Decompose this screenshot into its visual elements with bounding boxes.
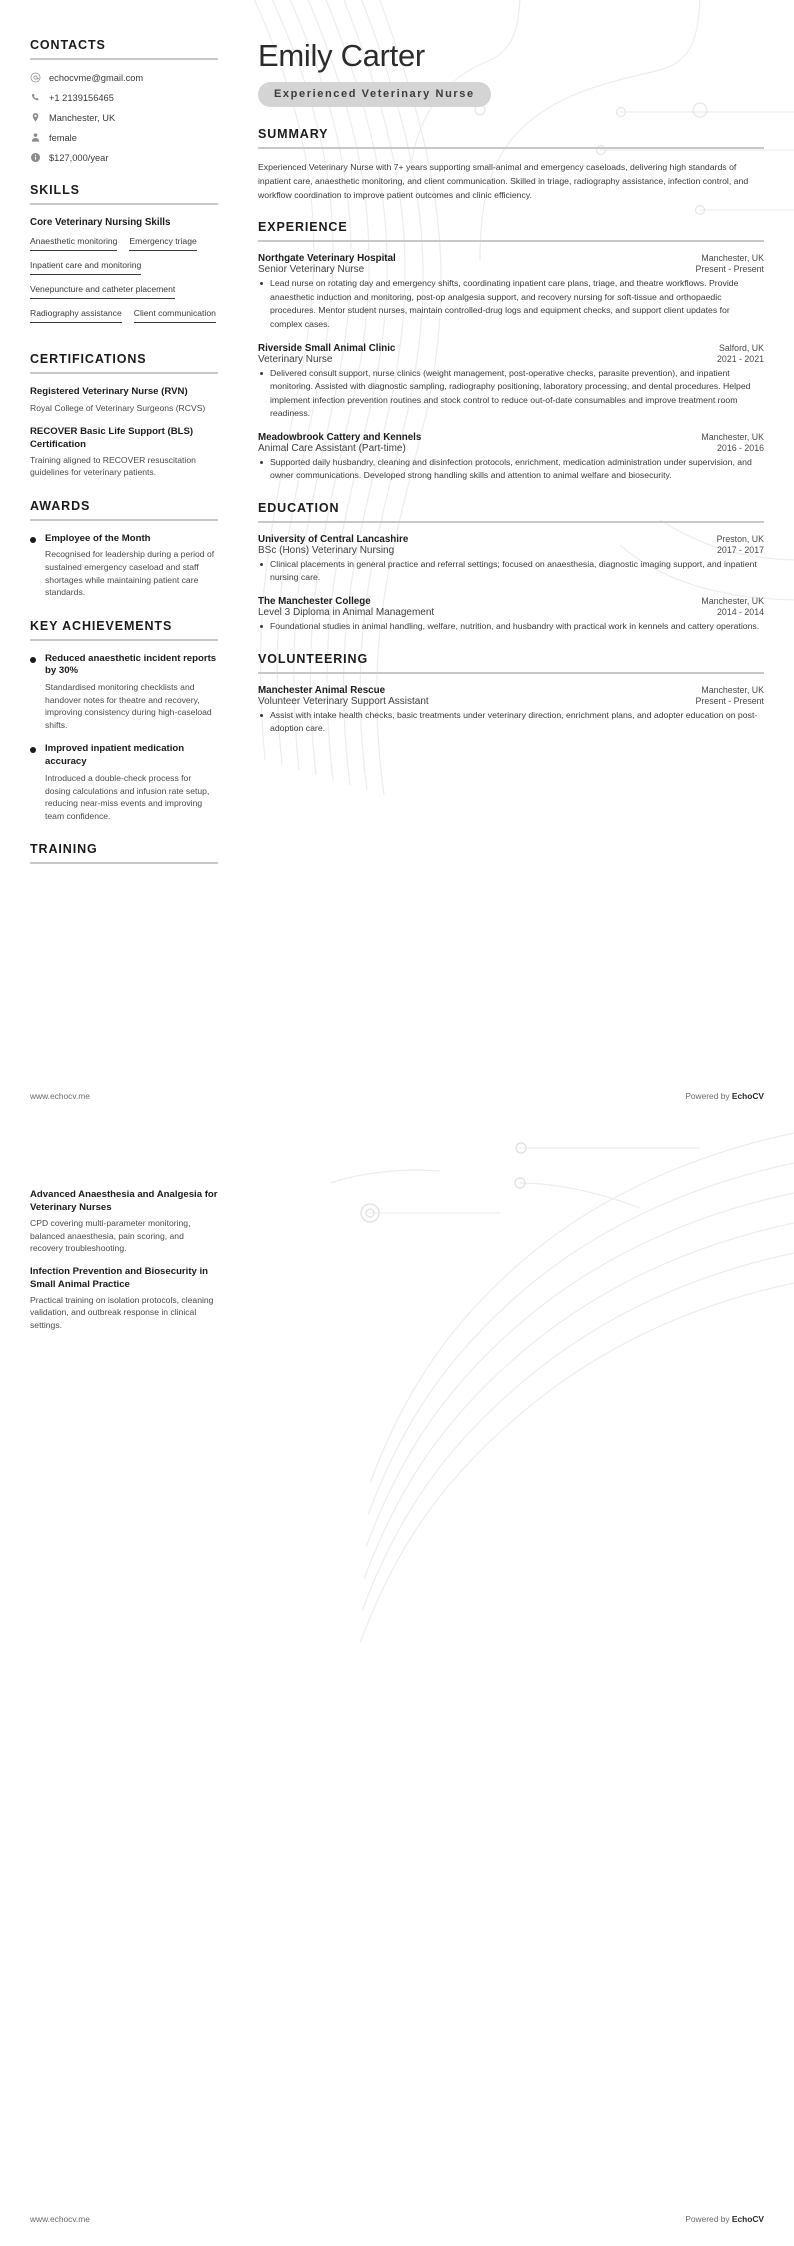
- bullet-dot-icon: [30, 537, 36, 543]
- skills-group-title: Core Veterinary Nursing Skills: [30, 217, 171, 228]
- email-icon: [30, 72, 41, 83]
- bullet-item: Clinical placements in general practice and referral settings; focused on anaesthesia, diagnostic imaging support, and inpatient nursing care.: [258, 558, 764, 585]
- skill-chip: Emergency triage: [129, 236, 196, 251]
- experience-bullets: [258, 367, 764, 421]
- volunteering-location: Manchester, UK: [701, 684, 764, 695]
- education-organization: University of Central Lancashire: [258, 533, 409, 545]
- education-location: Preston, UK: [716, 533, 764, 544]
- education-bullets: [258, 620, 764, 634]
- experience-dates: Present - Present: [695, 264, 764, 275]
- section-divider: [30, 58, 218, 60]
- contact-gender-value: female: [49, 132, 77, 143]
- experience-dates: 2021 - 2021: [717, 353, 764, 364]
- certification-subtitle: Royal College of Veterinary Surgeons (RCVS): [30, 402, 206, 413]
- section-divider: [30, 203, 218, 205]
- training-subtitle: Practical training on isolation protocols, cleaning validation, and outbreak response in clinical settings.: [30, 1295, 214, 1330]
- experience-heading: EXPERIENCE: [258, 220, 348, 235]
- skill-chip: Anaesthetic monitoring: [30, 236, 117, 251]
- contact-location-value: Manchester, UK: [49, 112, 116, 123]
- skills-list: [30, 236, 218, 332]
- bullet-item: Supported daily husbandry, cleaning and disinfection protocols, enrichment, medication administration under supervision, and owner communications. Developed strong handling skills and attention to animal welfare and biosecurity.: [258, 456, 764, 483]
- training-subtitle: CPD covering multi-parameter monitoring, balanced anaesthesia, pain scoring, and recovery troubleshooting.: [30, 1218, 191, 1253]
- person-icon: [30, 132, 41, 143]
- page-footer: [30, 2214, 764, 2224]
- page-footer: [30, 1091, 764, 1101]
- certification-entry: [30, 426, 218, 479]
- volunteering-role: Volunteer Veterinary Support Assistant: [258, 695, 429, 707]
- education-location: Manchester, UK: [701, 596, 764, 607]
- certifications-section: [30, 352, 218, 479]
- bullet-dot-icon: [30, 747, 36, 753]
- section-divider: [258, 521, 764, 523]
- experience-location: Manchester, UK: [701, 431, 764, 442]
- sidebar-continued: [30, 1161, 236, 2246]
- achievement-description: Introduced a double-check process for dosing calculations and infusion rate setup, reducing near-miss events and improving team confidence.: [45, 773, 210, 821]
- section-divider: [30, 862, 218, 864]
- job-title-badge: Experienced Veterinary Nurse: [258, 82, 491, 107]
- section-divider: [258, 672, 764, 674]
- awards-heading: AWARDS: [30, 498, 91, 513]
- footer-powered-by: [685, 2214, 764, 2224]
- info-circle-icon: [30, 152, 41, 163]
- contacts-heading: CONTACTS: [30, 38, 106, 52]
- education-entry: [258, 534, 764, 585]
- education-entry: [258, 596, 764, 634]
- achievement-item: [30, 653, 218, 732]
- experience-organization: Riverside Small Animal Clinic: [258, 342, 396, 354]
- volunteering-entry: [258, 685, 764, 736]
- sidebar: [30, 38, 236, 1123]
- education-dates: 2017 - 2017: [717, 544, 764, 555]
- contact-phone[interactable]: [30, 92, 218, 103]
- skills-heading: SKILLS: [30, 183, 80, 197]
- footer-site-url[interactable]: www.echocv.me: [30, 1091, 90, 1101]
- footer-powered-prefix: Powered by: [685, 2214, 732, 2224]
- bullet-item: Lead nurse on rotating day and emergency shifts, coordinating inpatient care plans, triage, and theatre workflows. Provide anaesthetic induction and monitoring, post-op analgesia support, and recovery nursing for soft-tissue and orthopaedic procedures. Mentor student nurses, maintain controlled-drug logs and equipment checks, and support client updates for complex cases.: [258, 277, 764, 331]
- training-title: Infection Prevention and Biosecurity in Small Animal Practice: [30, 1265, 209, 1290]
- training-section: [30, 1189, 218, 1331]
- achievement-description: Standardised monitoring checklists and handover notes for theatre and recovery, improving consistency during high-caseload shifts.: [45, 682, 212, 730]
- section-divider: [30, 639, 218, 641]
- certification-subtitle: Training aligned to RECOVER resuscitation guidelines for veterinary patients.: [30, 455, 196, 478]
- achievement-title: Improved inpatient medication accuracy: [45, 743, 185, 768]
- cv-page-2: [0, 1123, 794, 2246]
- education-degree: BSc (Hons) Veterinary Nursing: [258, 544, 395, 556]
- education-bullets: [258, 558, 764, 585]
- experience-role: Senior Veterinary Nurse: [258, 264, 365, 276]
- bullet-item: Assist with intake health checks, basic treatments under veterinary direction, enrichment plans, and adopter education on post-adoption care.: [258, 709, 764, 736]
- summary-section: [258, 127, 764, 202]
- volunteering-heading: VOLUNTEERING: [258, 651, 369, 666]
- section-divider: [258, 147, 764, 149]
- footer-site-url[interactable]: www.echocv.me: [30, 2214, 90, 2224]
- achievement-title: Reduced anaesthetic incident reports by 30%: [45, 652, 217, 677]
- contact-email-value: echocvme@gmail.com: [49, 72, 144, 83]
- location-pin-icon: [30, 112, 41, 123]
- key-achievements-heading: KEY ACHIEVEMENTS: [30, 618, 173, 633]
- certification-title: Registered Veterinary Nurse (RVN): [30, 386, 188, 397]
- award-title: Employee of the Month: [45, 532, 151, 544]
- training-entry: [30, 1189, 218, 1254]
- certification-title: RECOVER Basic Life Support (BLS) Certification: [30, 425, 194, 450]
- experience-bullets: [258, 277, 764, 331]
- experience-entry: [258, 343, 764, 421]
- training-section-heading-page-1: [30, 842, 218, 864]
- education-section: [258, 501, 764, 634]
- volunteering-bullets: [258, 709, 764, 736]
- key-achievements-section: [30, 619, 218, 823]
- skill-chip: Client communication: [134, 308, 216, 323]
- skill-chip: Radiography assistance: [30, 308, 122, 323]
- certification-entry: [30, 386, 218, 414]
- footer-powered-by: [685, 1091, 764, 1101]
- training-title: Advanced Anaesthesia and Analgesia for Veterinary Nurses: [30, 1189, 218, 1213]
- certifications-heading: CERTIFICATIONS: [30, 352, 147, 366]
- contacts-section: [30, 38, 218, 163]
- volunteering-organization: Manchester Animal Rescue: [258, 684, 386, 696]
- experience-role: Animal Care Assistant (Part-time): [258, 442, 406, 454]
- volunteering-section: [258, 652, 764, 736]
- skills-section: [30, 183, 218, 332]
- award-description: Recognised for leadership during a period of sustained emergency caseload and staff shortages while maintaining patient care standards.: [45, 549, 215, 598]
- skill-chip: Venepuncture and catheter placement: [30, 284, 175, 299]
- page-title: Emily Carter: [258, 38, 425, 73]
- skill-chip: Inpatient care and monitoring: [30, 260, 141, 275]
- experience-role: Veterinary Nurse: [258, 353, 333, 365]
- education-organization: The Manchester College: [258, 596, 371, 608]
- main-content: [236, 38, 764, 1123]
- bullet-item: Delivered consult support, nurse clinics (weight management, post-operative checks, parasite prevention), and inpatient monitoring. Assisted with diagnostic sampling, radiography positioning, laboratory processing, and dental procedures. Helped implement infection prevention routines and stock control to reduce out-of-date consumables and improve treatment room readiness.: [258, 367, 764, 421]
- footer-powered-prefix: Powered by: [685, 1091, 732, 1101]
- section-divider: [30, 519, 218, 521]
- summary-text: Experienced Veterinary Nurse with 7+ years supporting small-animal and emergency caseloads, delivering high standards of inpatient care, anaesthetic monitoring, and client communication. Skilled in triage, radiography assistance, infection control, and workflow coordination to improve patient outcomes and clinic efficiency.: [258, 162, 749, 201]
- experience-bullets: [258, 456, 764, 483]
- main-content-continued: [236, 1161, 764, 2246]
- achievement-item: [30, 743, 218, 822]
- contact-phone-value: +1 2139156465: [49, 92, 114, 103]
- contact-salary: [30, 152, 218, 163]
- footer-brand: EchoCV: [731, 1091, 764, 1101]
- education-degree: Level 3 Diploma in Animal Management: [258, 607, 435, 619]
- bullet-item: Foundational studies in animal handling, welfare, nutrition, and husbandry with practical work in kennels and cattery operations.: [258, 620, 764, 634]
- experience-organization: Meadowbrook Cattery and Kennels: [258, 431, 422, 443]
- footer-brand: EchoCV: [731, 2214, 764, 2224]
- experience-location: Manchester, UK: [701, 253, 764, 264]
- sidebar-top-spacer: [30, 1161, 218, 1189]
- volunteering-dates: Present - Present: [695, 695, 764, 706]
- bullet-dot-icon: [30, 657, 36, 663]
- experience-dates: 2016 - 2016: [717, 442, 764, 453]
- contact-gender: [30, 132, 218, 143]
- award-item: [30, 533, 218, 599]
- contact-location: [30, 112, 218, 123]
- education-dates: 2014 - 2014: [717, 607, 764, 618]
- awards-section: [30, 499, 218, 599]
- contact-email[interactable]: [30, 72, 218, 83]
- training-heading: TRAINING: [30, 842, 98, 857]
- experience-location: Salford, UK: [719, 342, 764, 353]
- section-divider: [30, 372, 218, 374]
- section-divider: [258, 240, 764, 242]
- experience-entry: [258, 432, 764, 483]
- training-entry: [30, 1266, 218, 1331]
- experience-entry: [258, 253, 764, 331]
- experience-section: [258, 220, 764, 483]
- contact-salary-value: $127,000/year: [49, 152, 109, 163]
- experience-organization: Northgate Veterinary Hospital: [258, 253, 396, 265]
- phone-icon: [30, 92, 41, 103]
- education-heading: EDUCATION: [258, 500, 340, 515]
- summary-heading: SUMMARY: [258, 127, 329, 141]
